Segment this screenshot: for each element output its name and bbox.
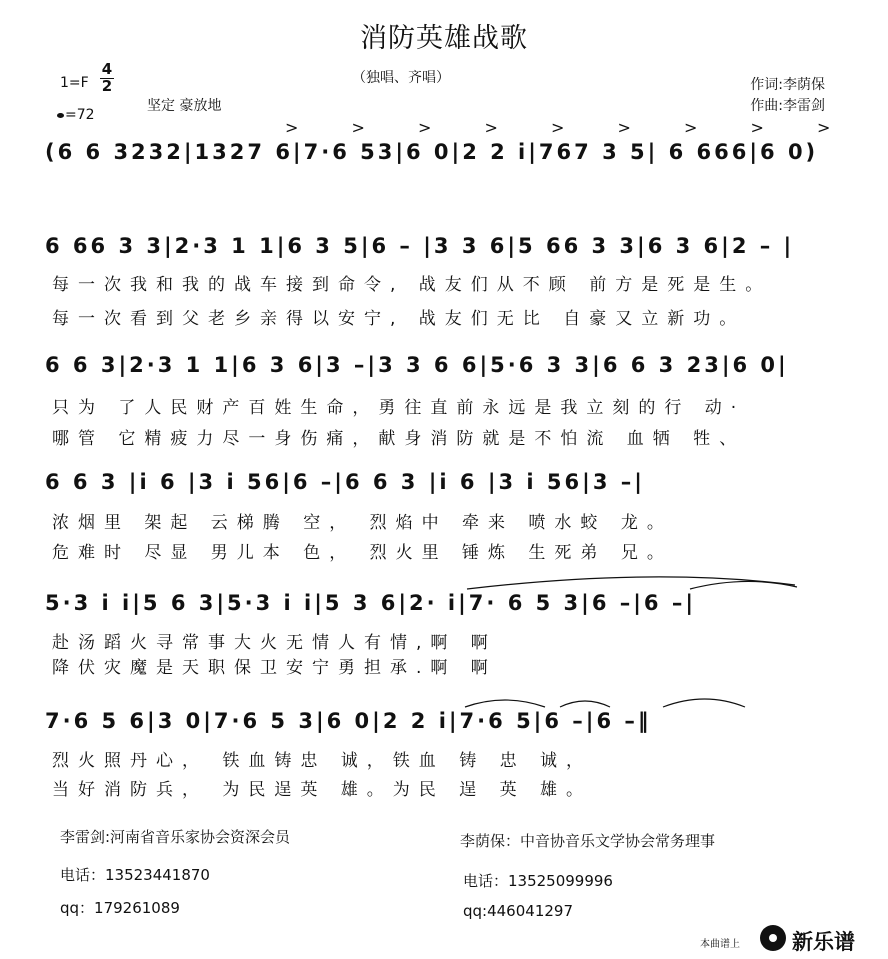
lyric-verse-1: 赴汤蹈火寻常事大火无情人有情,啊 啊 <box>52 633 497 653</box>
lyric-verse-2: 危难时 尽显 男儿本 色， 烈火里 锤炼 生死弟 兄。 <box>52 543 673 563</box>
score-system-5 <box>45 709 852 800</box>
accent-marks: > > > > > > > > > <box>285 118 855 137</box>
lyric-verse-1: 每一次我和我的战车接到命令, 战友们从不顾 前方是死是生。 <box>52 275 772 295</box>
footer-label: 本曲谱上 <box>700 939 740 950</box>
quarter-note-icon <box>57 113 64 118</box>
score-system-1 <box>45 234 852 329</box>
lyricist-credit: 作词:李荫保 <box>750 77 825 93</box>
score-system-3 <box>45 470 852 563</box>
meter-denominator: 2 <box>101 77 113 95</box>
lyric-verse-2: 降伏灾魔是天职保卫安宁勇担承.啊 啊 <box>52 658 497 678</box>
lyric-verse-2: 每一次看到父老乡亲得以安宁, 战友们无比 自豪又立新功。 <box>52 309 746 329</box>
expression-mark: 坚定 豪放地 <box>147 98 222 114</box>
system-notes: 5·3 i i|5 6 3|5·3 i i|5 3 6|2· i|7· 6 5 3|6 –|6 –| <box>45 591 697 615</box>
site-logo-text[interactable]: 新乐谱 <box>792 930 855 954</box>
lyric-verse-1: 浓烟里 架起 云梯腾 空， 烈焰中 牵来 喷水蛟 龙。 <box>52 513 673 533</box>
time-signature <box>100 62 114 94</box>
lyric-verse-2: 哪管 它精疲力尽一身伤痛，献身消防就是不怕流 血牺 牲、 <box>52 429 746 449</box>
record-disc-icon <box>760 925 786 951</box>
lyric-verse-1: 只为 了人民财产百姓生命，勇往直前永远是我立刻的行 动· <box>52 398 746 418</box>
system-notes: 7·6 5 6|3 0|7·6 5 3|6 0|2 2 i|7·6 5|6 –|6 –‖ <box>45 709 652 733</box>
lyric-verse-2: 当好消防兵， 为民逞英 雄。为民 逞 英 雄。 <box>52 780 593 800</box>
system-notes: 6 6 3|2·3 1 1|6 3 6|3 –|3 3 6 6|5·6 3 3|6 6 3 23|6 0| <box>45 353 789 377</box>
score-system-2 <box>45 353 852 449</box>
lyricist-phone: 电话：13525099996 <box>463 872 613 890</box>
tempo-value: =72 <box>65 107 95 123</box>
lyricist-qq: qq:446041297 <box>463 902 573 920</box>
score-system-4 <box>45 591 852 678</box>
composer-qq: qq：179261089 <box>60 899 180 917</box>
system-notes: 6 66 3 3|2·3 1 1|6 3 5|6 – |3 3 6|5 66 3 3|6 3 6|2 – | <box>45 234 795 258</box>
key-signature: 1=F <box>60 75 89 91</box>
intro-notes: (6 6 3232|1327 6|7·6 53|6 0|2 2 i|767 3 5| 6 666|6 0) <box>45 140 819 164</box>
performance-form: （独唱、齐唱） <box>352 70 450 86</box>
system-notes: 6 6 3 |i 6 |3 i 56|6 –|6 6 3 |i 6 |3 i 56|3 –| <box>45 470 645 494</box>
composer-bio: 李雷剑:河南省音乐家协会资深会员 <box>60 828 291 846</box>
lyric-verse-1: 烈火照丹心， 铁血铸忠 诚，铁血 铸 忠 诚， <box>52 751 593 771</box>
meter-numerator: 4 <box>101 60 113 78</box>
intro-line <box>45 118 855 168</box>
tempo-marking <box>57 107 95 123</box>
song-title: 消防英雄战歌 <box>360 23 528 54</box>
composer-credit: 作曲:李雷剑 <box>750 98 825 114</box>
lyricist-bio: 李荫保：中音协音乐文学协会常务理事 <box>460 832 716 850</box>
composer-phone: 电话：13523441870 <box>60 866 210 884</box>
